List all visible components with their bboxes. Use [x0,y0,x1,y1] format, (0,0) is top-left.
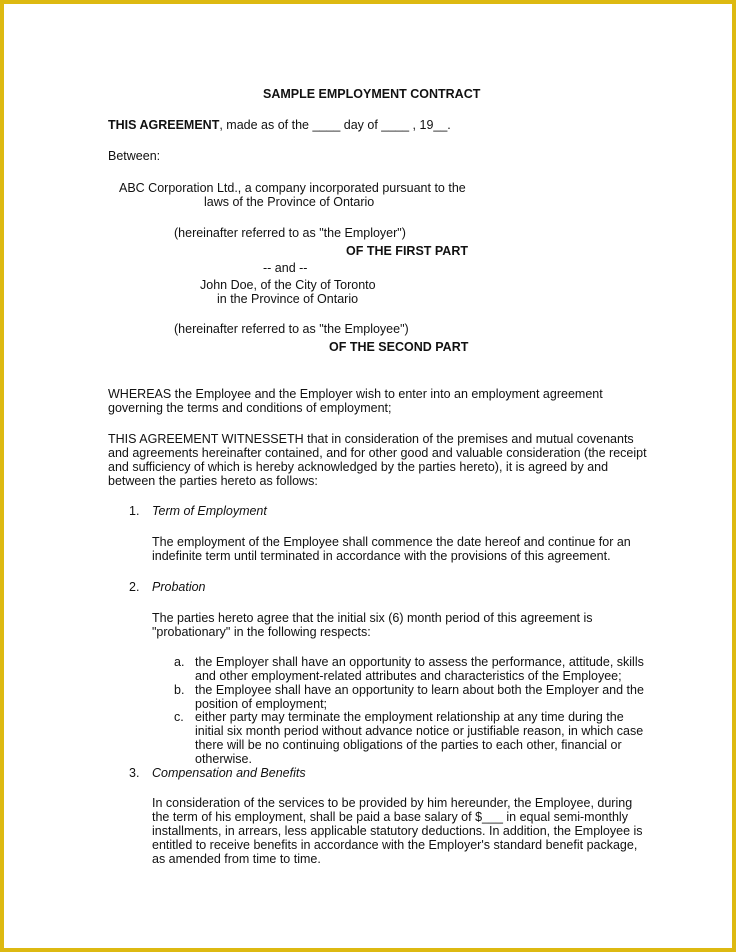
probation-item-c-line-4: otherwise. [195,752,252,766]
agreement-label: THIS AGREEMENT [108,118,220,132]
probation-item-a-label: a. [174,655,185,669]
whereas-line-1: WHEREAS the Employee and the Employer wish to enter into an employment agreement [108,387,603,401]
probation-item-c-line-1: either party may terminate the employment relationship at any time during the [195,710,624,724]
employer-part: OF THE FIRST PART [346,244,468,258]
agreement-date-text: , made as of the ____ day of ____ , 19__. [219,118,451,132]
probation-item-c-line-2: initial six month period without advance notice or justifiable reason, in which case [195,724,644,738]
probation-item-c-label: c. [174,710,184,724]
section-1-body-line-2: indefinite term until terminated in accordance with the provisions of this agreement. [152,549,611,563]
section-3-body-line-2: the term of his employment, shall be paid a base salary of $___ in equal semi-monthly [152,810,628,824]
employer-referred: (hereinafter referred to as "the Employer") [174,226,406,240]
employee-line-2: in the Province of Ontario [217,292,359,306]
section-2-heading: Probation [152,580,206,594]
section-1-number: 1. [129,504,140,518]
section-3-heading: Compensation and Benefits [152,766,306,780]
document-title: SAMPLE EMPLOYMENT CONTRACT [263,87,481,101]
employee-line-1: John Doe, of the City of Toronto [200,278,376,292]
probation-item-b-line-2: position of employment; [195,697,328,711]
employer-line-2: laws of the Province of Ontario [204,195,375,209]
section-3-body-line-3: installments, in arrears, less applicable statutory deductions. In addition, the Employee is [152,824,643,838]
probation-item-c-line-3: there will be no continuing obligations of the parties to each other, financial or [195,738,622,752]
agreement-date-line [108,118,451,132]
probation-item-a-line-2: and other employment-related attributes and characteristics of the Employee; [195,669,622,683]
section-2-body-line-1: The parties hereto agree that the initial six (6) month period of this agreement is [152,611,593,625]
witnesseth-line-1: THIS AGREEMENT WITNESSETH that in consideration of the premises and mutual covenants [108,432,634,446]
probation-item-a-line-1: the Employer shall have an opportunity to assess the performance, attitude, skills [195,655,644,669]
section-2-body-line-2: "probationary" in the following respects: [152,625,371,639]
employee-referred: (hereinafter referred to as "the Employee") [174,322,409,336]
employer-line-1: ABC Corporation Ltd., a company incorporated pursuant to the [119,181,466,195]
section-2-number: 2. [129,580,140,594]
whereas-line-2: governing the terms and conditions of employment; [108,401,392,415]
witnesseth-line-3: and sufficiency of which is hereby acknowledged by the parties hereto), it is agreed by and [108,460,609,474]
witnesseth-line-2: and agreements hereinafter contained, and for other good and valuable consideration (the receipt [108,446,647,460]
and-separator: -- and -- [263,261,308,275]
section-3-body-line-5: as amended from time to time. [152,852,321,866]
probation-item-b-line-1: the Employee shall have an opportunity to learn about both the Employer and the [195,683,644,697]
between-label: Between: [108,149,161,163]
employee-part: OF THE SECOND PART [329,340,469,354]
probation-item-b-label: b. [174,683,185,697]
section-3-body-line-1: In consideration of the services to be provided by him hereunder, the Employee, during [152,796,633,810]
section-1-body-line-1: The employment of the Employee shall commence the date hereof and continue for an [152,535,631,549]
section-3-body-line-4: entitled to receive benefits in accordance with the Employer's standard benefit package, [152,838,638,852]
document-page [4,4,732,948]
section-1-heading: Term of Employment [152,504,267,518]
section-3-number: 3. [129,766,140,780]
witnesseth-line-4: between the parties hereto as follows: [108,474,318,488]
